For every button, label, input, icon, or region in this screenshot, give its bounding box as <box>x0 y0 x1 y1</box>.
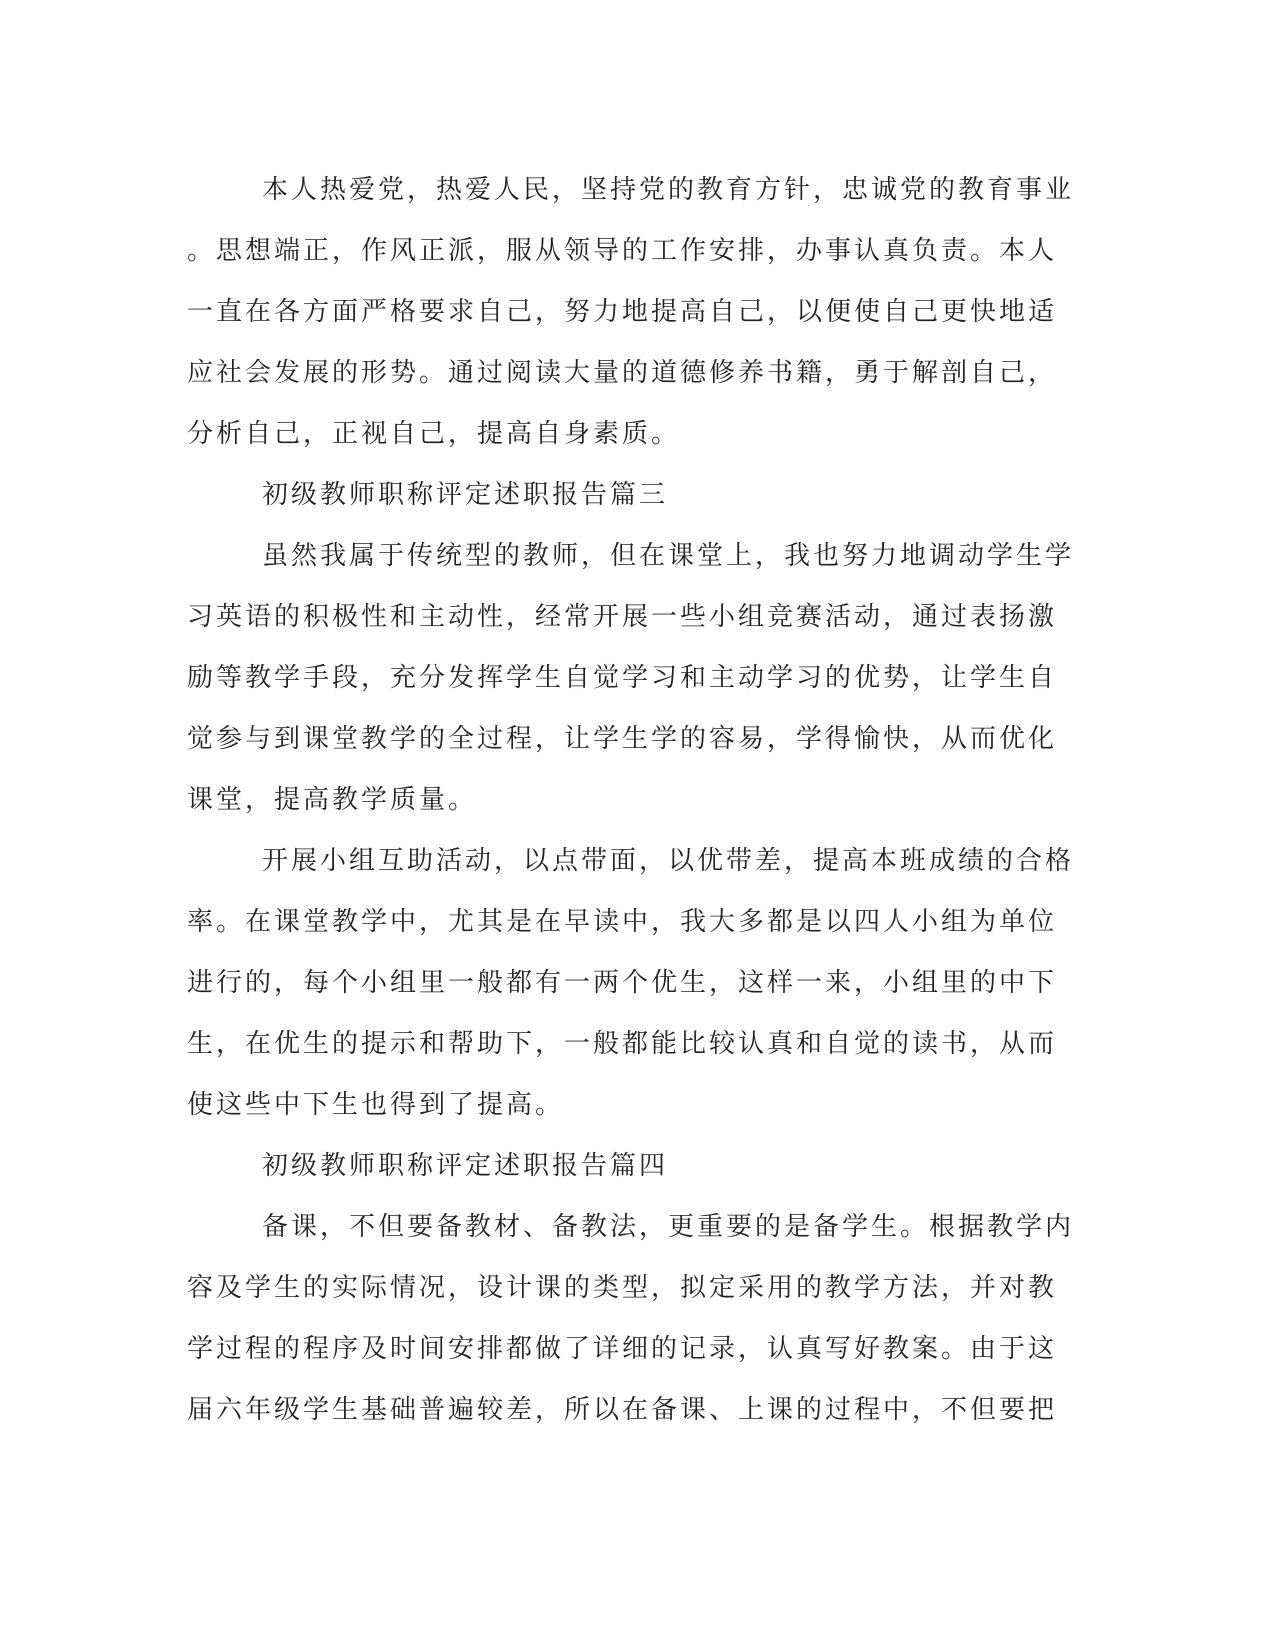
paragraph-1-line-4: 应社会发展的形势。通过阅读大量的道德修养书籍，勇于解剖自己， <box>187 358 1058 388</box>
paragraph-4-line-3: 学过程的程序及时间安排都做了详细的记录，认真写好教案。由于这 <box>187 1334 1058 1364</box>
paragraph-4-line-2: 容及学生的实际情况，设计课的类型，拟定采用的教学方法，并对教 <box>187 1273 1058 1303</box>
paragraph-2-line-1: 虽然我属于传统型的教师，但在课堂上，我也努力地调动学生学 <box>262 541 1075 571</box>
paragraph-4-line-4: 届六年级学生基础普遍较差，所以在备课、上课的过程中，不但要把 <box>187 1395 1058 1425</box>
paragraph-1-line-3: 一直在各方面严格要求自己，努力地提高自己，以便使自己更快地适 <box>187 297 1058 327</box>
paragraph-2-line-2: 习英语的积极性和主动性，经常开展一些小组竞赛活动，通过表扬激 <box>187 602 1058 632</box>
paragraph-2-line-5: 课堂，提高教学质量。 <box>187 785 478 815</box>
paragraph-1-line-2: 。思想端正，作风正派，服从领导的工作安排，办事认真负责。本人 <box>187 236 1058 266</box>
paragraph-3-line-3: 进行的，每个小组里一般都有一两个优生，这样一来，小组里的中下 <box>187 968 1058 998</box>
paragraph-1-line-1: 本人热爱党，热爱人民，坚持党的教育方针，忠诚党的教育事业 <box>262 175 1075 205</box>
paragraph-3-line-5: 使这些中下生也得到了提高。 <box>187 1090 565 1120</box>
paragraph-3-line-2: 率。在课堂教学中，尤其是在早读中，我大多都是以四人小组为单位 <box>187 907 1058 937</box>
document-body <box>187 160 1075 1441</box>
paragraph-3-line-1: 开展小组互助活动，以点带面，以优带差，提高本班成绩的合格 <box>262 846 1075 876</box>
paragraph-4-line-1: 备课，不但要备教材、备教法，更重要的是备学生。根据教学内 <box>262 1212 1075 1242</box>
section-heading-part-three: 初级教师职称评定述职报告篇三 <box>262 480 669 510</box>
paragraph-1-line-5: 分析自己，正视自己，提高自身素质。 <box>187 419 681 449</box>
paragraph-3-line-4: 生，在优生的提示和帮助下，一般都能比较认真和自觉的读书，从而 <box>187 1029 1058 1059</box>
paragraph-2-line-3: 励等教学手段，充分发挥学生自觉学习和主动学习的优势，让学生自 <box>187 663 1058 693</box>
section-heading-part-four: 初级教师职称评定述职报告篇四 <box>262 1151 669 1181</box>
paragraph-2-line-4: 觉参与到课堂教学的全过程，让学生学的容易，学得愉快，从而优化 <box>187 724 1058 754</box>
